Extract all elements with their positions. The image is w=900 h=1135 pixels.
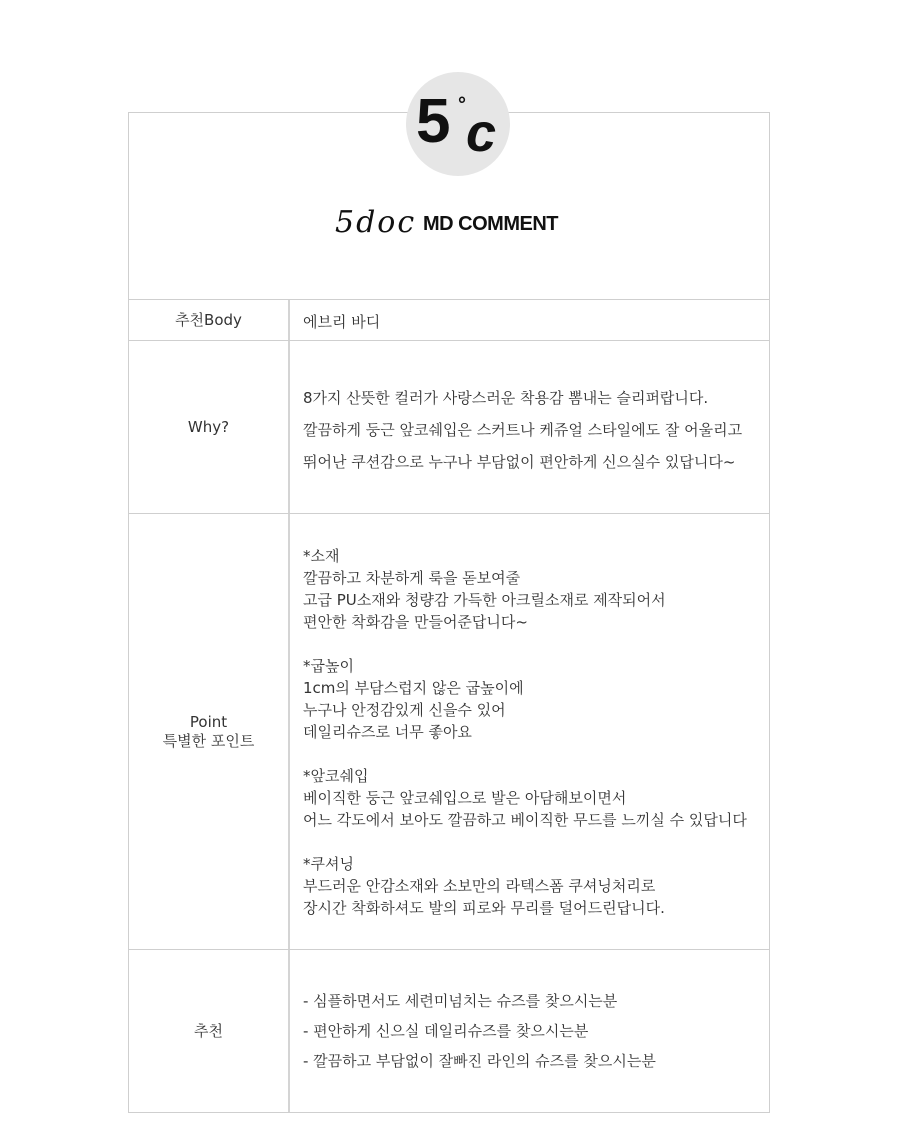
point-line: 장시간 착화하셔도 발의 피로와 무리를 덜어드린답니다. <box>303 899 665 917</box>
row-label <box>129 950 288 1112</box>
point-line: *굽높이 <box>303 657 354 675</box>
header-title: MD COMMENT <box>423 213 558 235</box>
badge-degree: ° <box>458 94 466 116</box>
point-line: *앞코쉐입 <box>303 767 369 785</box>
row-point <box>129 513 769 949</box>
point-line <box>303 743 759 765</box>
why-label: Why? <box>187 417 230 436</box>
point-label-line1: Point <box>189 712 228 731</box>
point-line: 데일리슈즈로 너무 좋아요 <box>303 723 472 741</box>
point-line: 베이직한 둥근 앞코쉐입으로 발은 아담해보이면서 <box>303 789 627 807</box>
point-line: 1cm의 부담스럽지 않은 굽높이에 <box>303 679 524 697</box>
point-line: 깔끔하고 차분하게 룩을 돋보여줄 <box>303 569 521 587</box>
recommend-line: - 편안하게 신으실 데일리슈즈를 찾으시는분 <box>303 1022 589 1040</box>
recommend-label: 추천 <box>194 1021 223 1040</box>
badge-letter: c <box>466 103 497 163</box>
column-divider <box>288 300 290 340</box>
row-content <box>303 311 759 332</box>
column-divider <box>288 341 290 513</box>
body-label: 추천Body <box>175 310 242 329</box>
body-value: 에브리 바디 <box>303 313 381 331</box>
recommend-line: - 깔끔하고 부담없이 잘빠진 라인의 슈즈를 찾으시는분 <box>303 1052 656 1070</box>
point-line: *소재 <box>303 547 340 565</box>
brand-logo-script: 5doc <box>335 205 417 240</box>
point-line: 누구나 안정감있게 신을수 있어 <box>303 701 506 719</box>
point-label-line2: 특별한 포인트 <box>162 731 255 750</box>
column-divider <box>288 514 290 949</box>
brand-badge <box>406 72 510 176</box>
point-line: 부드러운 안감소재와 소보만의 라텍스폼 쿠셔닝처리로 <box>303 877 656 895</box>
row-recommend <box>129 949 769 1112</box>
point-line: 어느 각도에서 보아도 깔끔하고 베이직한 무드를 느끼실 수 있답니다 <box>303 811 747 829</box>
column-divider <box>288 950 290 1112</box>
row-label <box>129 341 288 513</box>
point-line: 편안한 착화감을 만들어준답니다~ <box>303 613 528 631</box>
row-why <box>129 340 769 513</box>
row-label <box>129 300 288 340</box>
md-comment-table <box>128 112 770 1113</box>
why-line: 8가지 산뜻한 컬러가 사랑스러운 착용감 뽐내는 슬리퍼랍니다. <box>303 389 709 407</box>
row-body <box>129 299 769 340</box>
why-line: 깔끔하게 둥근 앞코쉐입은 스커트나 케쥬얼 스타일에도 잘 어울리고 <box>303 421 743 439</box>
row-label <box>129 514 288 949</box>
point-line: *쿠셔닝 <box>303 855 354 873</box>
row-content <box>303 382 759 478</box>
point-line <box>303 831 759 853</box>
point-line <box>303 633 759 655</box>
why-line: 뛰어난 쿠션감으로 누구나 부담없이 편안하게 신으실수 있답니다~ <box>303 453 736 471</box>
recommend-line: - 심플하면서도 세련미넘치는 슈즈를 찾으시는분 <box>303 992 618 1010</box>
point-line: 고급 PU소재와 청량감 가득한 아크릴소재로 제작되어서 <box>303 591 666 609</box>
row-content <box>303 986 759 1076</box>
row-content <box>303 545 759 919</box>
badge-number: 5 <box>416 87 449 156</box>
